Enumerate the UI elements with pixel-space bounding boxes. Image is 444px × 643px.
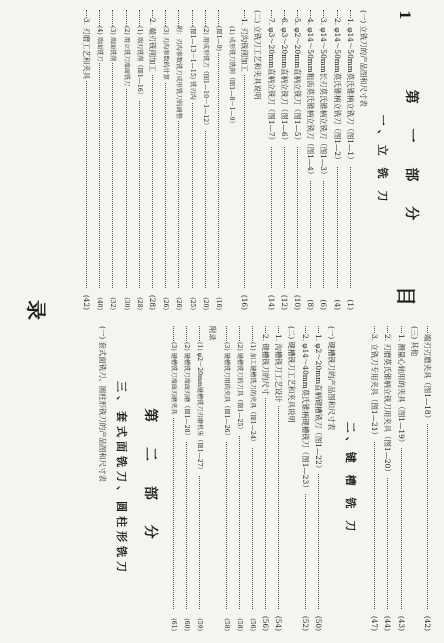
toc-entry	[251, 10, 264, 310]
toc-entry-title: 3. 立铣刀专用夹具（图1—21）	[370, 334, 380, 439]
toc-entry	[265, 10, 278, 310]
toc-entry-page: (32)	[106, 295, 119, 310]
toc-entry-title: 2. 键槽铣刀的尺寸	[261, 334, 271, 396]
section-title-face-mill: 三、套式面铣刀、圆柱形铣刀	[114, 381, 128, 576]
toc-entry	[357, 10, 370, 310]
toc-entry	[394, 326, 407, 631]
toc-entry-title: 1. φ2～20mm直柄键槽铣刀（图1—22）	[313, 334, 323, 473]
toc-entry	[146, 10, 159, 310]
toc-entry-title: (一) 套式面铣刀、圆柱形铣刀的产品图和尺寸表	[97, 326, 107, 482]
toc-list-right-mid	[219, 326, 338, 631]
toc-entry-title: 端刃刃磨夹具（图1—18）	[423, 334, 432, 423]
toc-entry-page: (6)	[317, 298, 330, 310]
toc-entry	[212, 10, 225, 310]
toc-entry	[317, 10, 330, 310]
toc-entry	[219, 326, 232, 631]
toc-entry-page: (61)	[167, 616, 180, 631]
page-number: 1	[396, 10, 412, 20]
toc-entry-title: (3) 端面铣削	[109, 26, 117, 62]
toc-entry	[381, 326, 394, 631]
toc-list-right-end	[95, 326, 108, 631]
toc-entry	[159, 10, 172, 310]
toc-entry	[199, 10, 212, 310]
toc-entry-title: (3) 刃沟参数的计算	[162, 26, 170, 81]
toc-entry-page: (1)	[344, 298, 357, 310]
toc-entry	[193, 326, 206, 631]
toc-entry	[312, 326, 325, 631]
toc-entry-title: 1. φ14～50mm莫氏锥柄立铣刀（图1—1）	[345, 18, 355, 164]
toc-entry-page: (40)	[93, 295, 106, 310]
toc-entry	[246, 326, 259, 631]
toc-entry-title: (图1—9)	[214, 26, 222, 52]
toc-entry	[172, 10, 185, 310]
toc-entry-title: (4) 端面铣刀	[96, 26, 104, 62]
toc-entry-title: (2) 键槽铣刀端面刃磨（图1—28）	[183, 342, 190, 439]
toc-entry-page: (44)	[381, 614, 394, 631]
toc-entry-page: (30)	[119, 295, 132, 310]
toc-entry-page: (58)	[219, 616, 232, 631]
toc-entry	[278, 10, 291, 310]
toc-entry-title: 1. 刃沟铣削加工	[240, 18, 250, 72]
toc-entry	[299, 326, 312, 631]
toc-entry	[238, 10, 251, 310]
toc-entry-title: (2) 键槽铣刀的刀具（图1—25）	[235, 342, 243, 433]
toc-entry-title: 2. 端刃铣削加工	[148, 18, 157, 72]
toc-entry	[421, 326, 434, 631]
toc-entry-title: (1) 加工键槽铣刀的夹具（图1—24）	[248, 342, 256, 445]
toc-entry-title: (1) 成形铣刀铣削（图1—8～1—9）	[228, 26, 236, 127]
toc-entry	[291, 10, 304, 310]
toc-entry	[325, 326, 338, 631]
toc-entry-title: 2. φ14～50mm莫氏锥柄立铣刀（图1—2）	[332, 18, 342, 164]
toc-entry-page: (52)	[299, 614, 312, 631]
toc-entry	[285, 326, 298, 631]
part-two-title: 第 二 部 分	[141, 408, 158, 549]
toc-entry-page: (42)	[80, 293, 93, 310]
toc-entry-page: (54)	[272, 614, 285, 631]
toc-entry-page: (26)	[159, 295, 172, 310]
toc-entry	[95, 326, 108, 631]
toc-entry-title: 6. φ3～20mm直柄立铣刀（图1—6）	[279, 18, 289, 145]
toc-entry-page: (14)	[265, 293, 278, 310]
toc-entry	[119, 10, 132, 310]
toc-entry-title: 4. φ14～50mm粗齿莫氏锥柄立铣刀（图1—4）	[306, 18, 316, 179]
toc-entry-title: (3) 键槽铣刀端面刃磨夹具	[169, 342, 177, 415]
toc-entry	[93, 10, 106, 310]
toc-entry	[225, 10, 238, 310]
toc-entry	[330, 10, 343, 310]
toc-entry-page: (28)	[146, 293, 159, 310]
toc-entry-page: (16)	[212, 295, 225, 310]
section-title-end-mill: 一、立 铣 刀	[376, 114, 389, 206]
toc-entry-page: (59)	[193, 616, 206, 631]
toc-entry	[185, 10, 198, 310]
toc-list-right-top	[368, 326, 434, 631]
toc-column-left	[0, 10, 444, 310]
toc-entry-title: 7. φ3～20mm直柄立铣刀（图1—7）	[266, 18, 276, 145]
toc-entry-page: (60)	[180, 616, 193, 631]
toc-entry-page: (56)	[246, 616, 259, 631]
toc-list-left	[80, 10, 370, 310]
toc-entry	[233, 326, 246, 631]
toc-entry-title: (一) 立铣刀的产品图和尺寸表	[359, 10, 368, 107]
toc-list-appendix	[167, 326, 207, 631]
toc-entry-page: (12)	[278, 293, 291, 310]
toc-entry-title: (一) 键槽铣刀的产品图和尺寸表	[327, 326, 337, 431]
toc-entry-title: 3. φ14～50mm长刃莫氏锥柄立铣刀（图1—3）	[319, 18, 329, 179]
section-title-keyway-cutter: 二、键 槽 铣 刀	[344, 421, 358, 536]
part-one-title: 第 一 部 分	[403, 89, 419, 231]
toc-entry-title: 2. φ14～40mm莫氏锥柄键槽铣刀（图1—23）	[300, 334, 310, 492]
toc-entry-page: (16)	[238, 293, 251, 310]
toc-entry	[368, 326, 381, 631]
toc-entry-title: 3. 刃磨工艺和夹具	[82, 18, 92, 80]
toc-column-right	[0, 326, 444, 631]
toc-entry	[304, 10, 317, 310]
toc-entry	[259, 326, 272, 631]
toc-entry-page: (10)	[291, 293, 304, 310]
toc-entry-title: (2) 用成形铣刀（图1—10～1—12）	[201, 26, 209, 129]
toc-entry-title: 5. φ2～20mm直柄立铣刀（图1—5）	[293, 18, 303, 145]
toc-entry	[180, 326, 193, 631]
toc-entry-page: (20)	[199, 295, 212, 310]
toc-entry-page: (28)	[133, 295, 146, 310]
toc-entry-title: 2. 刃磨莫氏锥柄立铣刀用夹具（图1—20）	[383, 334, 393, 476]
toc-entry-title: (二) 立铣刀工艺和夹具说明	[253, 10, 263, 100]
toc-entry-page: (4)	[330, 298, 343, 310]
toc-entry	[80, 10, 93, 310]
toc-entry-title: 1. 沟槽铣刀工艺设计	[274, 334, 284, 403]
toc-entry	[408, 326, 421, 631]
toc-entry	[344, 10, 357, 310]
toc-entry-page: (42)	[421, 614, 434, 631]
toc-entry-page: (43)	[394, 614, 407, 631]
toc-entry-title: (1) 端刃铣削（图1—16）	[135, 26, 143, 99]
toc-entry-title: (3) 键槽铣刀用的夹具（图1—26）	[222, 342, 230, 439]
toc-entry-title: (2) 用立铣刀端面铣刀	[122, 26, 130, 87]
toc-heading-char-1: 目	[394, 286, 418, 306]
appendix-label: 附录	[208, 326, 218, 341]
toc-entry	[167, 326, 180, 631]
toc-entry-title: (图1—13～1—15) 铣刃沟	[188, 26, 196, 100]
toc-entry-page: (56)	[259, 614, 272, 631]
toc-entry-page: (50)	[312, 614, 325, 631]
toc-entry-title: 附：刃沟参数铣刀成形铣刀的调整	[175, 26, 183, 119]
toc-entry	[133, 10, 146, 310]
toc-heading-char-2: 录	[24, 300, 48, 320]
toc-entry-page: (47)	[368, 614, 381, 631]
toc-entry-page: (8)	[304, 298, 317, 310]
toc-entry	[272, 326, 285, 631]
toc-entry-title: (1) φ2～20mm键槽铣刀刃磨机床（图1—27）	[196, 342, 204, 473]
toc-entry-title: 1. 测量心轴用的夹具（图1—19）	[396, 334, 406, 447]
toc-entry-page: (58)	[233, 616, 246, 631]
toc-entry-title: (二) 键槽铣刀工艺和夹具说明	[287, 326, 297, 423]
toc-entry-page: (26)	[172, 295, 185, 310]
toc-entry-page: (25)	[185, 295, 198, 310]
toc-entry-title: (三) 其他	[409, 326, 419, 357]
toc-entry	[106, 10, 119, 310]
